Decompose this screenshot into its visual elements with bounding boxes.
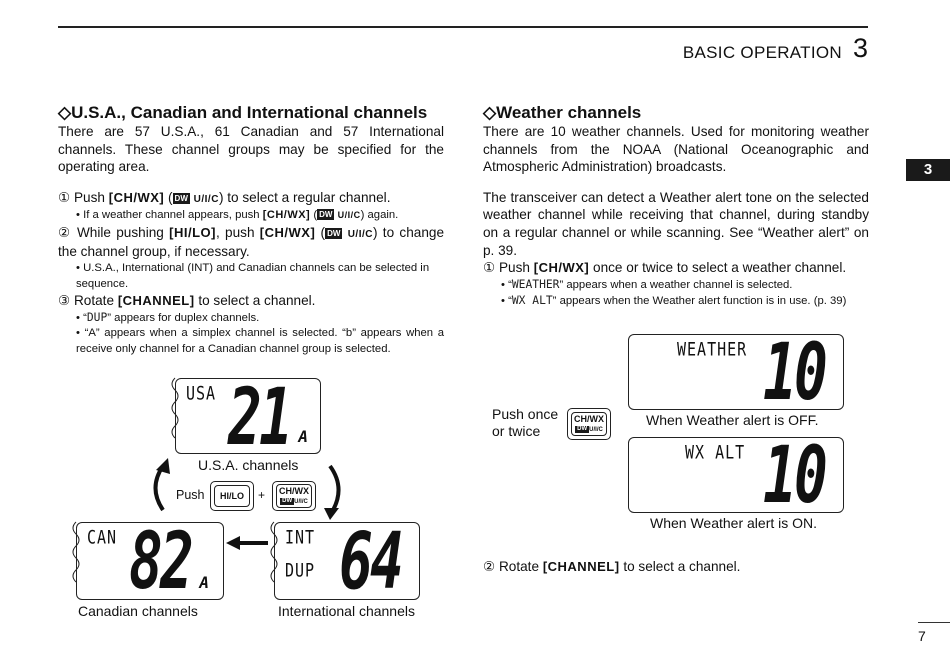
page-number-rule <box>918 622 950 623</box>
right-step1: ① Push [CH/WX] once or twice to select a weather channel. <box>483 260 847 276</box>
caption-alert-on: When Weather alert is ON. <box>650 515 818 531</box>
right-heading: ◇Weather channels <box>483 103 642 122</box>
lcd-weather-label: WEATHER <box>677 338 748 361</box>
hilo-button[interactable]: HI/LO <box>210 481 254 511</box>
lcd-wxalt-label: WX ALT <box>685 441 746 464</box>
plus-sign: + <box>258 488 266 502</box>
channel-key: [CHANNEL] <box>542 559 620 574</box>
dw-icon: DW <box>174 193 188 203</box>
dw-icon: DW <box>327 228 341 238</box>
left-step3-note2: • “A” appears when a simplex channel is selected. “b” appears when a receive only channel for a Canadian channel group is selected. <box>76 327 444 355</box>
wavy-edge <box>73 522 79 582</box>
right-alert-para: The transceiver can detect a Weather alert tone on the selected weather channel while receiving that channel, during standby on a regular channel or while scanning. See “Weather alert” on p. 39. <box>483 189 869 258</box>
chapter-number: 3 <box>852 33 868 63</box>
dw-icon: DW <box>319 210 333 220</box>
caption-int: International channels <box>278 603 415 619</box>
lcd-can-digits: 82 <box>129 517 191 607</box>
lcd-int-label: INT <box>285 526 316 549</box>
diamond-icon: ◇ <box>58 103 72 122</box>
lcd-usa-digits: 21 <box>228 373 290 463</box>
right-note2: • “WX ALT” appears when the Weather alert function is in use. (p. 39) <box>501 294 847 308</box>
header-rule <box>58 26 868 28</box>
cycle-arrows <box>60 370 440 610</box>
left-heading: ◇U.S.A., Canadian and International channels <box>58 103 428 122</box>
right-column <box>483 103 869 310</box>
lcd-can-suffix: A <box>199 573 209 592</box>
page-number: 7 <box>918 628 926 644</box>
chwx-key: [CH/WX] <box>259 224 316 240</box>
lcd-weather-off <box>628 328 844 418</box>
diamond-icon: ◇ <box>483 103 497 122</box>
arrow-left-head <box>226 536 240 550</box>
chwx-key: [CH/WX] <box>533 260 590 276</box>
lcd-int-dup: DUP <box>285 559 316 582</box>
left-step1-note: • If a weather channel appears, push [CH/WX] ( DW U/I/C) again. <box>76 209 399 222</box>
lcd-can-label: CAN <box>87 526 118 549</box>
lcd-usa-label: USA <box>186 382 217 405</box>
left-step3-note1: • “DUP” appears for duplex channels. <box>76 310 260 324</box>
lcd-weather-on <box>628 431 844 521</box>
right-note1: • “WEATHER” appears when a weather channel is selected. <box>501 277 793 291</box>
wavy-edge <box>271 522 277 582</box>
chwx-key: [CH/WX] <box>108 189 165 205</box>
left-step1: ① Push [CH/WX] ( DW U/I/C) to select a regular channel. <box>58 189 391 205</box>
left-intro: There are 57 U.S.A., 61 Canadian and 57 International channels. These channel groups may be specified for the operating area. <box>58 124 444 175</box>
arrow-down-right <box>330 466 339 512</box>
caption-can: Canadian channels <box>78 603 198 619</box>
left-step2: ② While pushing [HI/LO], push [CH/WX] ( DW U/I/C) to change the channel group, if necessary. <box>58 224 445 260</box>
right-intro: There are 10 weather channels. Used for monitoring weather channels from the NOAA (National Oceanographic and Atmospheric Administration) broadcasts. <box>483 124 869 175</box>
section-title: BASIC OPERATION <box>682 43 842 62</box>
left-step3: ③ Rotate [CHANNEL] to select a channel. <box>58 293 316 309</box>
push-once-label: Push once or twice <box>492 406 559 439</box>
chapter-tab[interactable]: 3 <box>906 159 950 181</box>
arrow-up-left <box>156 466 164 510</box>
chwx-button[interactable]: CH/WX DW U/I/C <box>272 481 316 511</box>
left-step2-note: • U.S.A., International (INT) and Canadian channels can be selected in sequence. <box>76 262 430 290</box>
push-label: Push <box>176 488 205 502</box>
lcd-wxalt-digits: 10 <box>763 431 825 521</box>
arrow-down-right-head <box>324 508 339 520</box>
right-step2: ② Rotate [CHANNEL] to select a channel. <box>483 559 741 574</box>
hilo-key: [HI/LO] <box>169 224 216 240</box>
wavy-edge <box>172 378 178 438</box>
lcd-usa-suffix: A <box>298 427 308 446</box>
caption-alert-off: When Weather alert is OFF. <box>646 412 819 428</box>
left-column <box>58 103 444 357</box>
chwx-button-right[interactable]: CH/WX DW U/I/C <box>567 408 611 440</box>
lcd-weather-digits: 10 <box>763 328 825 418</box>
lcd-int-digits: 64 <box>339 517 401 607</box>
channel-key: [CHANNEL] <box>117 293 195 309</box>
caption-usa: U.S.A. channels <box>198 457 299 473</box>
